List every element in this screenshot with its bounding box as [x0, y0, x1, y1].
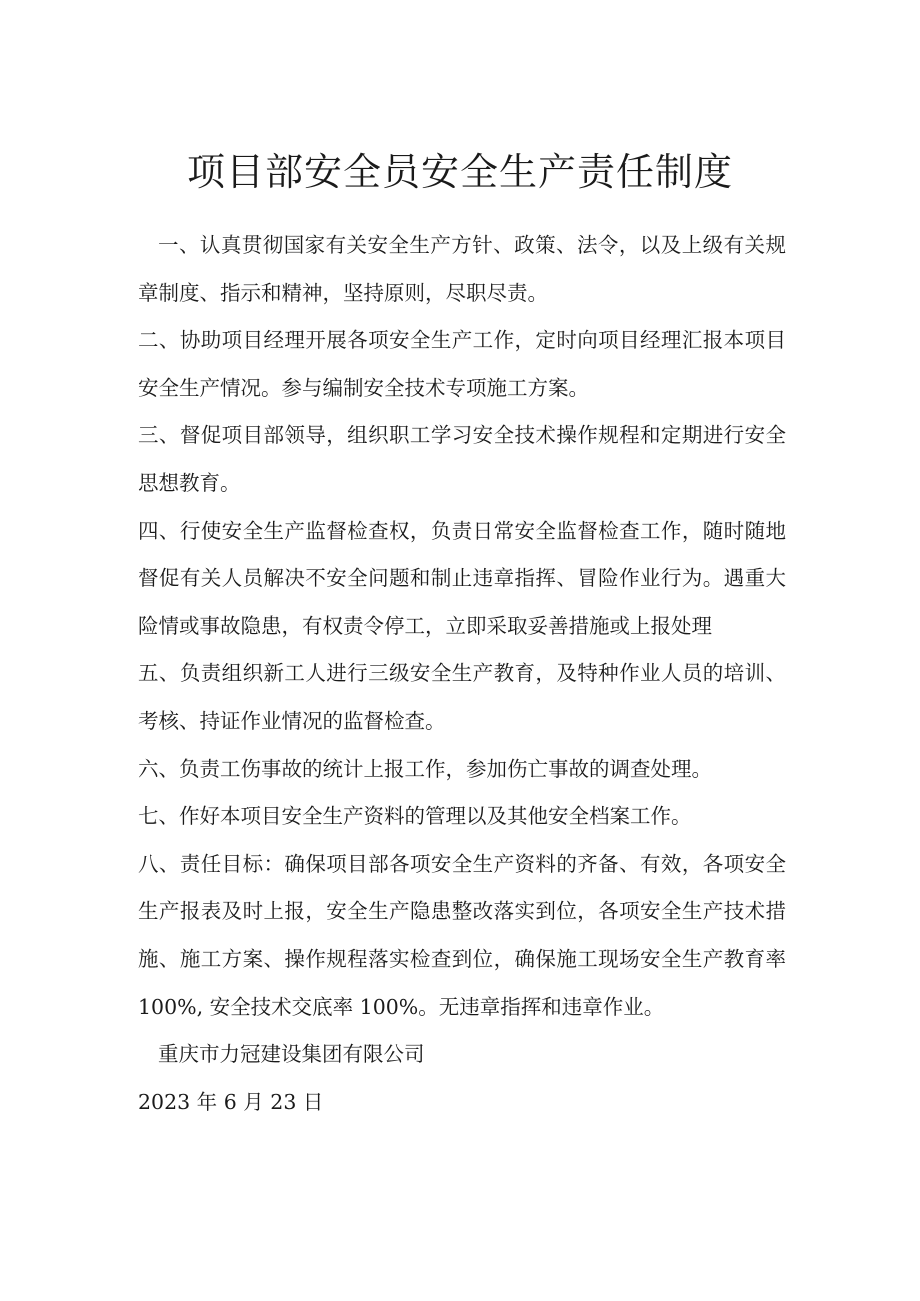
clause-3: 三、督促项目部领导，组织职工学习安全技术操作规程和定期进行安全思想教育。 [138, 423, 786, 495]
document-title: 项目部安全员安全生产责任制度 [186, 150, 733, 194]
clause-7: 七、作好本项目安全生产资料的管理以及其他安全档案工作。 [138, 804, 692, 829]
clause-8: 八、责任目标：确保项目部各项安全生产资料的齐备、有效，各项安全生产报表及时上报，安全生产隐患整改落实到位，各项安全生产技术措施、施工方案、操作规程落实检查到位，确保施工现场安全生产教育率 100%, 安全技术交底率 100%。无违章指挥和违章作业。 [138, 851, 786, 1019]
clause-5: 五、负责组织新工人进行三级安全生产教育，及特种作业人员的培训、考核、持证作业情况的监督检查。 [138, 661, 786, 733]
document-body [138, 222, 786, 1126]
signature-company: 重庆市力冠建设集团有限公司 [158, 1042, 425, 1067]
clause-4: 四、行使安全生产监督检查权，负责日常安全监督检查工作，随时随地督促有关人员解决不安全问题和制止违章指挥、冒险作业行为。遇重大险情或事故隐患，有权责令停工，立即采取妥善措施或上报处理 [138, 518, 786, 638]
clause-6: 六、负责工伤事故的统计上报工作，参加伤亡事故的调查处理。 [138, 756, 712, 781]
clause-2: 二、协助项目经理开展各项安全生产工作，定时向项目经理汇报本项目安全生产情况。参与编制安全技术专项施工方案。 [138, 328, 786, 400]
clause-1: 一、认真贯彻国家有关安全生产方针、政策、法令，以及上级有关规章制度、指示和精神，坚持原则，尽职尽责。 [138, 233, 786, 305]
signature-date: 2023 年 6 月 23 日 [138, 1089, 324, 1114]
